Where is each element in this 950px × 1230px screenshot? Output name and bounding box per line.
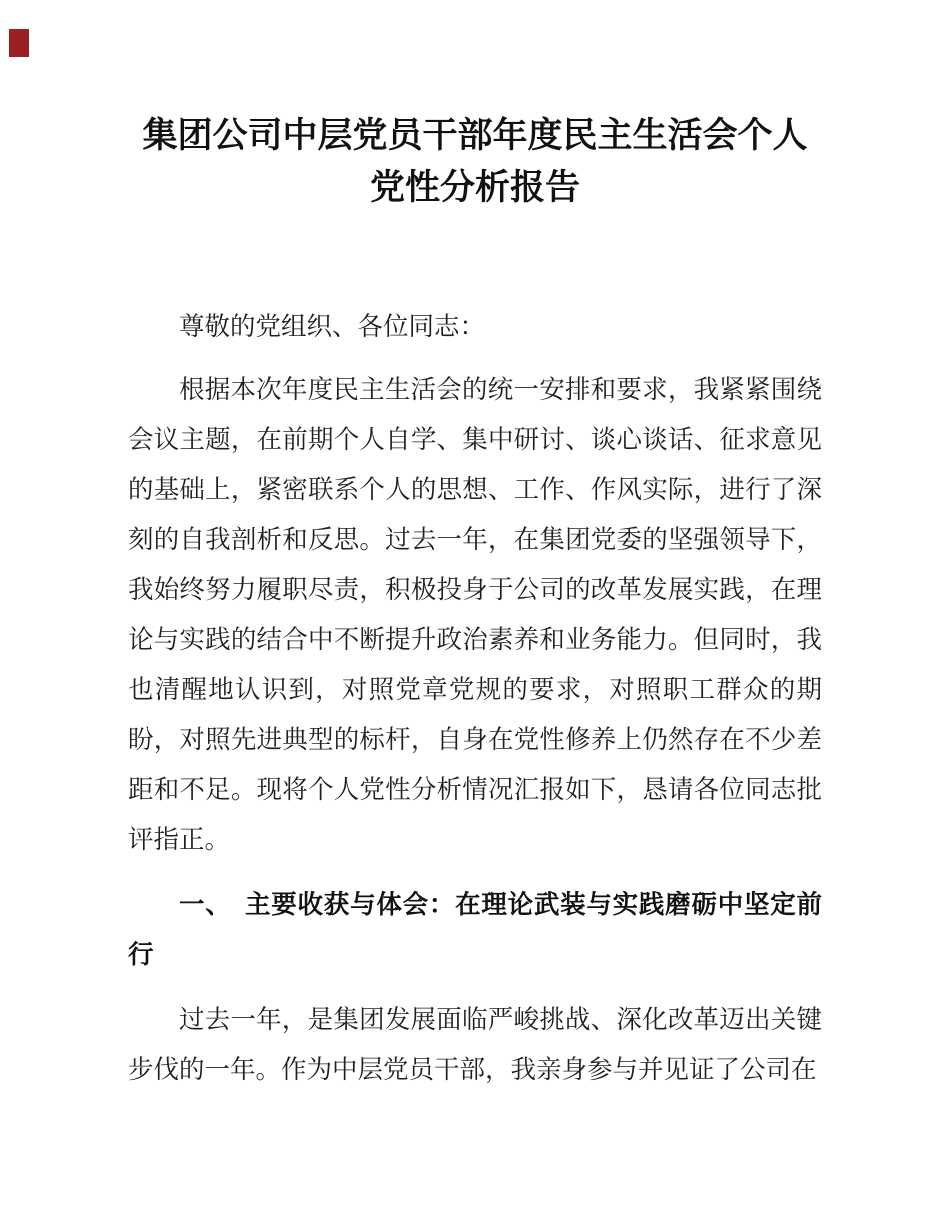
document-title: 集团公司中层党员干部年度民主生活会个人党性分析报告: [142, 116, 808, 207]
salutation-line: 尊敬的党组织、各位同志：: [179, 312, 486, 341]
section-1-paragraph: 过去一年，是集团发展面临严峻挑战、深化改革迈出关键步伐的一年。作为中层党员干部，我亲身参与并见证了公司在: [128, 1005, 822, 1084]
section-heading-1: 一、 主要收获与体会：在理论武装与实践磨砺中坚定前行: [128, 891, 822, 969]
red-bookmark-icon: [9, 29, 29, 57]
intro-paragraph: 根据本次年度民主生活会的统一安排和要求，我紧紧围绕会议主题，在前期个人自学、集中研讨、谈心谈话、征求意见的基础上，紧密联系个人的思想、工作、作风实际，进行了深刻的自我剖析和反思。过去一年，在集团党委的坚强领导下，我始终努力履职尽责，积极投身于公司的改革发展实践，在理论与实践的结合中不断提升政治素养和业务能力。但同时，我也清醒地认识到，对照党章党规的要求，对照职工群众的期盼，对照先进典型的标杆，自身在党性修养上仍然存在不少差距和不足。现将个人党性分析情况汇报如下，恳请各位同志批评指正。: [128, 375, 822, 854]
